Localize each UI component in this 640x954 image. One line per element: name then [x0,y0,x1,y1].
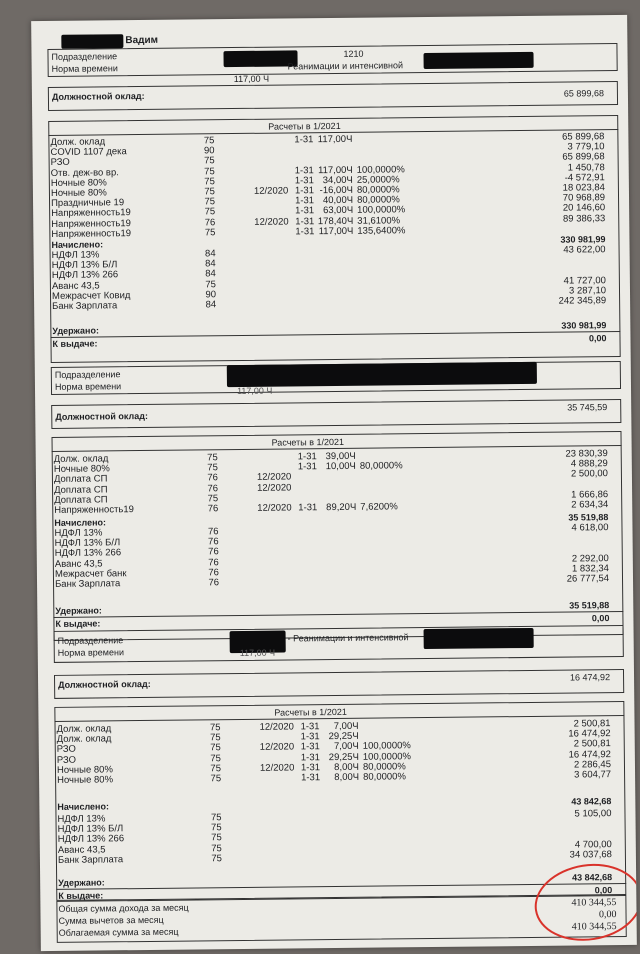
item-name: Напряженность19 [54,504,134,516]
item-period: 12/2020 [259,721,294,733]
item-hours: 10,00Ч [325,460,356,473]
item-code: 75 [204,165,215,177]
item-range: 1-31 [300,761,321,774]
item-range: 1-31 [294,195,315,207]
item-amount: 3 287,10 [568,284,607,297]
withheld-total: 43 842,68 [572,872,613,883]
item-range: 1-31 [294,174,314,187]
taxable-value: 410 344,55 [571,921,617,933]
item-amount: 2 500,81 [573,718,611,730]
salary-label: Должностной оклад: [55,410,148,422]
item-name: Ночные 80% [57,774,114,786]
item-percent: 25,0000% [356,174,400,186]
item-name: НДФЛ 13% 266 [54,547,122,560]
accrued-total: 330 981,99 [560,234,606,245]
item-code: 75 [210,822,222,834]
item-name: Напряженность19 [51,227,132,240]
item-amount: 1 450,78 [567,161,605,174]
item-range: 1-31 [300,731,320,743]
item-amount: 2 292,00 [571,552,609,565]
dept-label: Подразделение [54,369,121,380]
item-name: Аванс 43,5 [54,558,103,570]
item-name: НДФЛ 13% [51,249,100,261]
item-name: НДФЛ 13% Б/Л [51,259,118,272]
item-code: 75 [210,812,222,824]
item-period: 12/2020 [256,482,292,494]
item-code: 76 [208,567,219,579]
item-range: 1-31 [295,225,315,238]
item-code: 75 [207,452,218,464]
item-code: 84 [205,268,216,280]
item-period: 12/2020 [253,185,289,197]
item-code: 75 [210,773,222,785]
item-code: 90 [205,289,217,301]
item-percent: 80,0000% [356,194,400,206]
redacted-dept [223,50,297,67]
item-hours: 8,00Ч [334,771,360,784]
dept-text: - Реанимации и интенсивной [287,632,409,644]
item-code: 84 [204,248,216,260]
item-name: Ночные 80% [56,764,113,776]
calc-title: Расчеты в 1/2021 [274,706,347,718]
item-hours: 29,25Ч [328,751,359,763]
calc-title: Расчеты в 1/2021 [268,120,341,132]
redacted-dept [227,362,537,387]
item-code: 76 [208,556,219,568]
item-amount: 16 474,92 [568,728,611,740]
taxable-label: Облагаемая сумма за месяц [58,926,179,938]
item-code: 76 [207,536,219,548]
item-code: 75 [204,206,216,218]
redacted-dept-2 [424,52,534,69]
item-name: Банк Зарплата [54,578,121,590]
item-name: Праздничные 19 [51,197,125,210]
item-amount: 4 618,00 [571,522,609,534]
item-name: Доплата СП [54,494,108,506]
salary-label: Должностной оклад: [58,678,151,690]
item-period: 12/2020 [259,762,295,774]
item-hours: 7,00Ч [333,720,359,733]
item-code: 75 [211,852,222,865]
dept-code: 1210 [343,48,364,59]
norm-label: Норма времени [54,381,122,392]
item-code: 76 [207,472,218,484]
item-amount: 89 386,33 [562,212,606,225]
item-amount: 41 727,00 [563,274,606,287]
item-hours: 40,00Ч [322,194,354,207]
item-period: 12/2020 [254,216,289,228]
item-name: Долж. оклад [50,136,106,148]
item-range: 1-31 [297,451,317,463]
item-name: Межрасчет банк [54,567,127,580]
item-code: 75 [210,732,221,744]
income-value: 410 344,55 [571,897,617,909]
item-name: Отв. деж-во вр. [50,166,119,179]
item-hours: 39,00Ч [325,450,356,463]
item-range: 1-31 [298,502,318,514]
item-code: 76 [207,482,219,494]
item-percent: 80,0000% [363,771,406,783]
item-percent: 31,6100% [357,214,401,227]
item-range: 1-31 [300,721,320,733]
payslip-block-3 [53,619,626,903]
item-percent: 100,0000% [362,750,412,763]
item-name: Аванс 43,5 [51,280,100,292]
accrued-total: 43 842,68 [571,796,612,807]
item-amount: 242 345,89 [558,295,607,307]
accrued-label: Начислено: [54,517,107,528]
item-amount: 3 779,10 [567,141,605,153]
item-range: 1-31 [295,215,315,227]
item-amount: 65 899,68 [562,131,605,143]
item-period: 12/2020 [259,741,295,754]
item-name: Долж. оклад [56,733,112,746]
item-name: Ночные 80% [53,463,110,476]
item-name: Межрасчет Ковид [51,289,131,302]
item-amount: 1 832,34 [571,562,609,575]
salary-value: 16 474,92 [569,672,611,683]
item-code: 75 [207,462,218,474]
item-hours: 178,40Ч [317,215,354,227]
item-amount: 16 474,92 [568,748,611,761]
income-label: Общая сумма дохода за месяц [58,902,189,914]
item-code: 75 [211,842,222,854]
item-name: НДФЛ 13% Б/Л [57,823,124,836]
item-percent: 80,0000% [362,761,406,773]
item-code: 75 [204,196,216,208]
item-percent: 100,0000% [356,163,405,176]
item-amount: 2 634,34 [571,499,609,511]
item-amount: -4 572,91 [564,171,605,184]
item-amount: 2 500,81 [573,738,611,750]
item-name: Напряженность19 [51,217,131,230]
item-code: 75 [203,155,215,167]
withheld-label: Удержано: [58,877,105,888]
item-code: 75 [211,832,222,844]
item-percent: 100,0000% [362,740,411,753]
item-hours: 7,00Ч [333,741,359,753]
payout-value: 0,00 [588,333,607,344]
item-amount: 26 777,54 [566,573,610,585]
item-code: 76 [207,526,219,538]
item-percent: 135,6400% [357,225,406,237]
item-amount: 2 500,00 [570,468,608,480]
item-hours: 8,00Ч [334,761,360,773]
item-range: 1-31 [300,751,320,763]
item-hours: 117,00Ч [317,164,353,176]
item-name: НДФЛ 13% [57,813,106,825]
item-percent: 80,0000% [356,184,400,196]
item-code: 75 [210,742,221,754]
item-amount: 2 286,45 [573,758,612,771]
item-name: НДФЛ 13% [54,527,103,539]
item-amount: 23 830,39 [565,448,608,460]
item-name: Долж. оклад [53,453,109,465]
item-range: 1-31 [295,205,315,217]
withheld-total: 35 519,88 [569,600,610,611]
item-percent: 80,0000% [359,460,403,472]
item-code: 75 [204,186,216,198]
calc-title: Расчеты в 1/2021 [271,436,345,448]
salary-label: Должностной оклад: [51,90,145,102]
withheld-total: 330 981,99 [561,320,607,331]
item-period: 12/2020 [257,502,292,514]
item-code: 75 [209,722,221,734]
item-code: 75 [207,493,219,505]
item-range: 1-31 [294,134,314,146]
item-hours: 29,25Ч [328,730,359,743]
redacted-name [61,34,123,49]
item-code: 75 [210,762,222,775]
item-name: Аванс 43,5 [57,844,106,856]
item-code: 75 [205,278,216,290]
item-name: Банк Зарплата [52,300,118,312]
accrued-total: 35 519,88 [568,512,609,523]
deductions-label: Сумма вычетов за месяц [58,914,164,926]
item-range: 1-31 [294,185,315,197]
item-hours: 63,00Ч [322,205,354,217]
item-range: 1-31 [297,461,317,473]
item-code: 76 [207,503,219,515]
item-name: РЗО [56,754,77,766]
item-code: 75 [204,227,216,239]
employee-name: Вадим [125,34,159,47]
item-name: Банк Зарплата [57,854,124,866]
item-amount: 4 888,29 [570,458,608,470]
item-code: 75 [210,752,221,764]
norm-value: 117,00 Ч [239,647,276,658]
item-name: РЗО [56,744,76,756]
item-name: COVID 1107 дека [50,146,127,159]
norm-value: 117,00 Ч [236,385,273,397]
item-name: НДФЛ 13% 266 [57,833,125,846]
norm-label: Норма времени [57,647,125,658]
item-code: 75 [203,135,215,147]
dept-text: Реанимации и интенсивной [287,60,404,72]
accrued-label: Начислено: [51,239,104,250]
item-range: 1-31 [294,164,314,176]
payout-value: 0,00 [591,613,610,624]
item-name: Напряженность19 [51,207,131,220]
item-name: Доплата СП [54,483,108,496]
salary-value: 65 899,68 [563,88,604,99]
payslip-sheet [31,15,637,951]
item-amount: 1 666,86 [571,488,609,501]
item-name: НДФЛ 13% 266 [51,269,119,282]
item-code: 84 [205,299,217,311]
item-amount: 20 146,60 [562,202,606,214]
payout-value: 0,00 [594,885,613,896]
accrued-label: Начислено: [57,801,110,812]
item-amount: 34 037,68 [569,848,612,861]
norm-label: Норма времени [51,63,118,74]
item-code: 84 [205,258,216,270]
item-amount: 70 968,89 [562,192,606,204]
item-amount: 3 604,77 [574,769,612,781]
item-name: НДФЛ 13% Б/Л [54,537,121,550]
dept-label: Подразделение [51,51,118,62]
payslip-block-2 [51,361,624,643]
item-period: 12/2020 [256,471,292,484]
item-name: Ночные 80% [50,187,107,199]
payslip-block-1 [47,29,620,361]
norm-value: 117,00 Ч [233,73,270,85]
item-code: 76 [204,216,216,228]
item-percent: 100,0000% [357,204,406,217]
item-hours: 89,20Ч [326,501,357,514]
dept-label: Подразделение [57,635,124,646]
item-name: РЗО [50,157,70,169]
deductions-value: 0,00 [598,909,617,921]
withheld-label: Удержано: [52,325,100,336]
item-amount: 5 105,00 [574,808,612,820]
item-name: Доплата СП [53,473,108,486]
item-name: Ночные 80% [50,177,107,189]
item-code: 76 [208,546,219,558]
item-percent: 7,6200% [360,501,398,513]
payout-label: К выдаче: [52,338,98,349]
item-amount: 4 700,00 [574,838,612,851]
item-range: 1-31 [301,772,321,784]
item-amount: 65 899,68 [562,151,605,163]
item-hours: 117,00Ч [318,225,354,237]
item-name: Долж. оклад [56,723,112,735]
item-range: 1-31 [300,741,320,753]
item-hours: 34,00Ч [322,174,353,186]
item-amount: 18 023,84 [562,182,605,194]
item-code: 76 [208,577,220,589]
item-amount: 43 622,00 [563,244,606,256]
item-hours: 117,00Ч [317,133,353,146]
item-hours: -16,00Ч [319,184,353,197]
redacted-dept-2 [424,628,534,649]
item-code: 75 [204,176,215,188]
salary-value: 35 745,59 [567,402,608,413]
payout-label: К выдаче: [58,890,104,901]
item-code: 90 [203,145,215,157]
withheld-label: Удержано: [55,605,102,616]
payout-label: К выдаче: [55,618,101,629]
